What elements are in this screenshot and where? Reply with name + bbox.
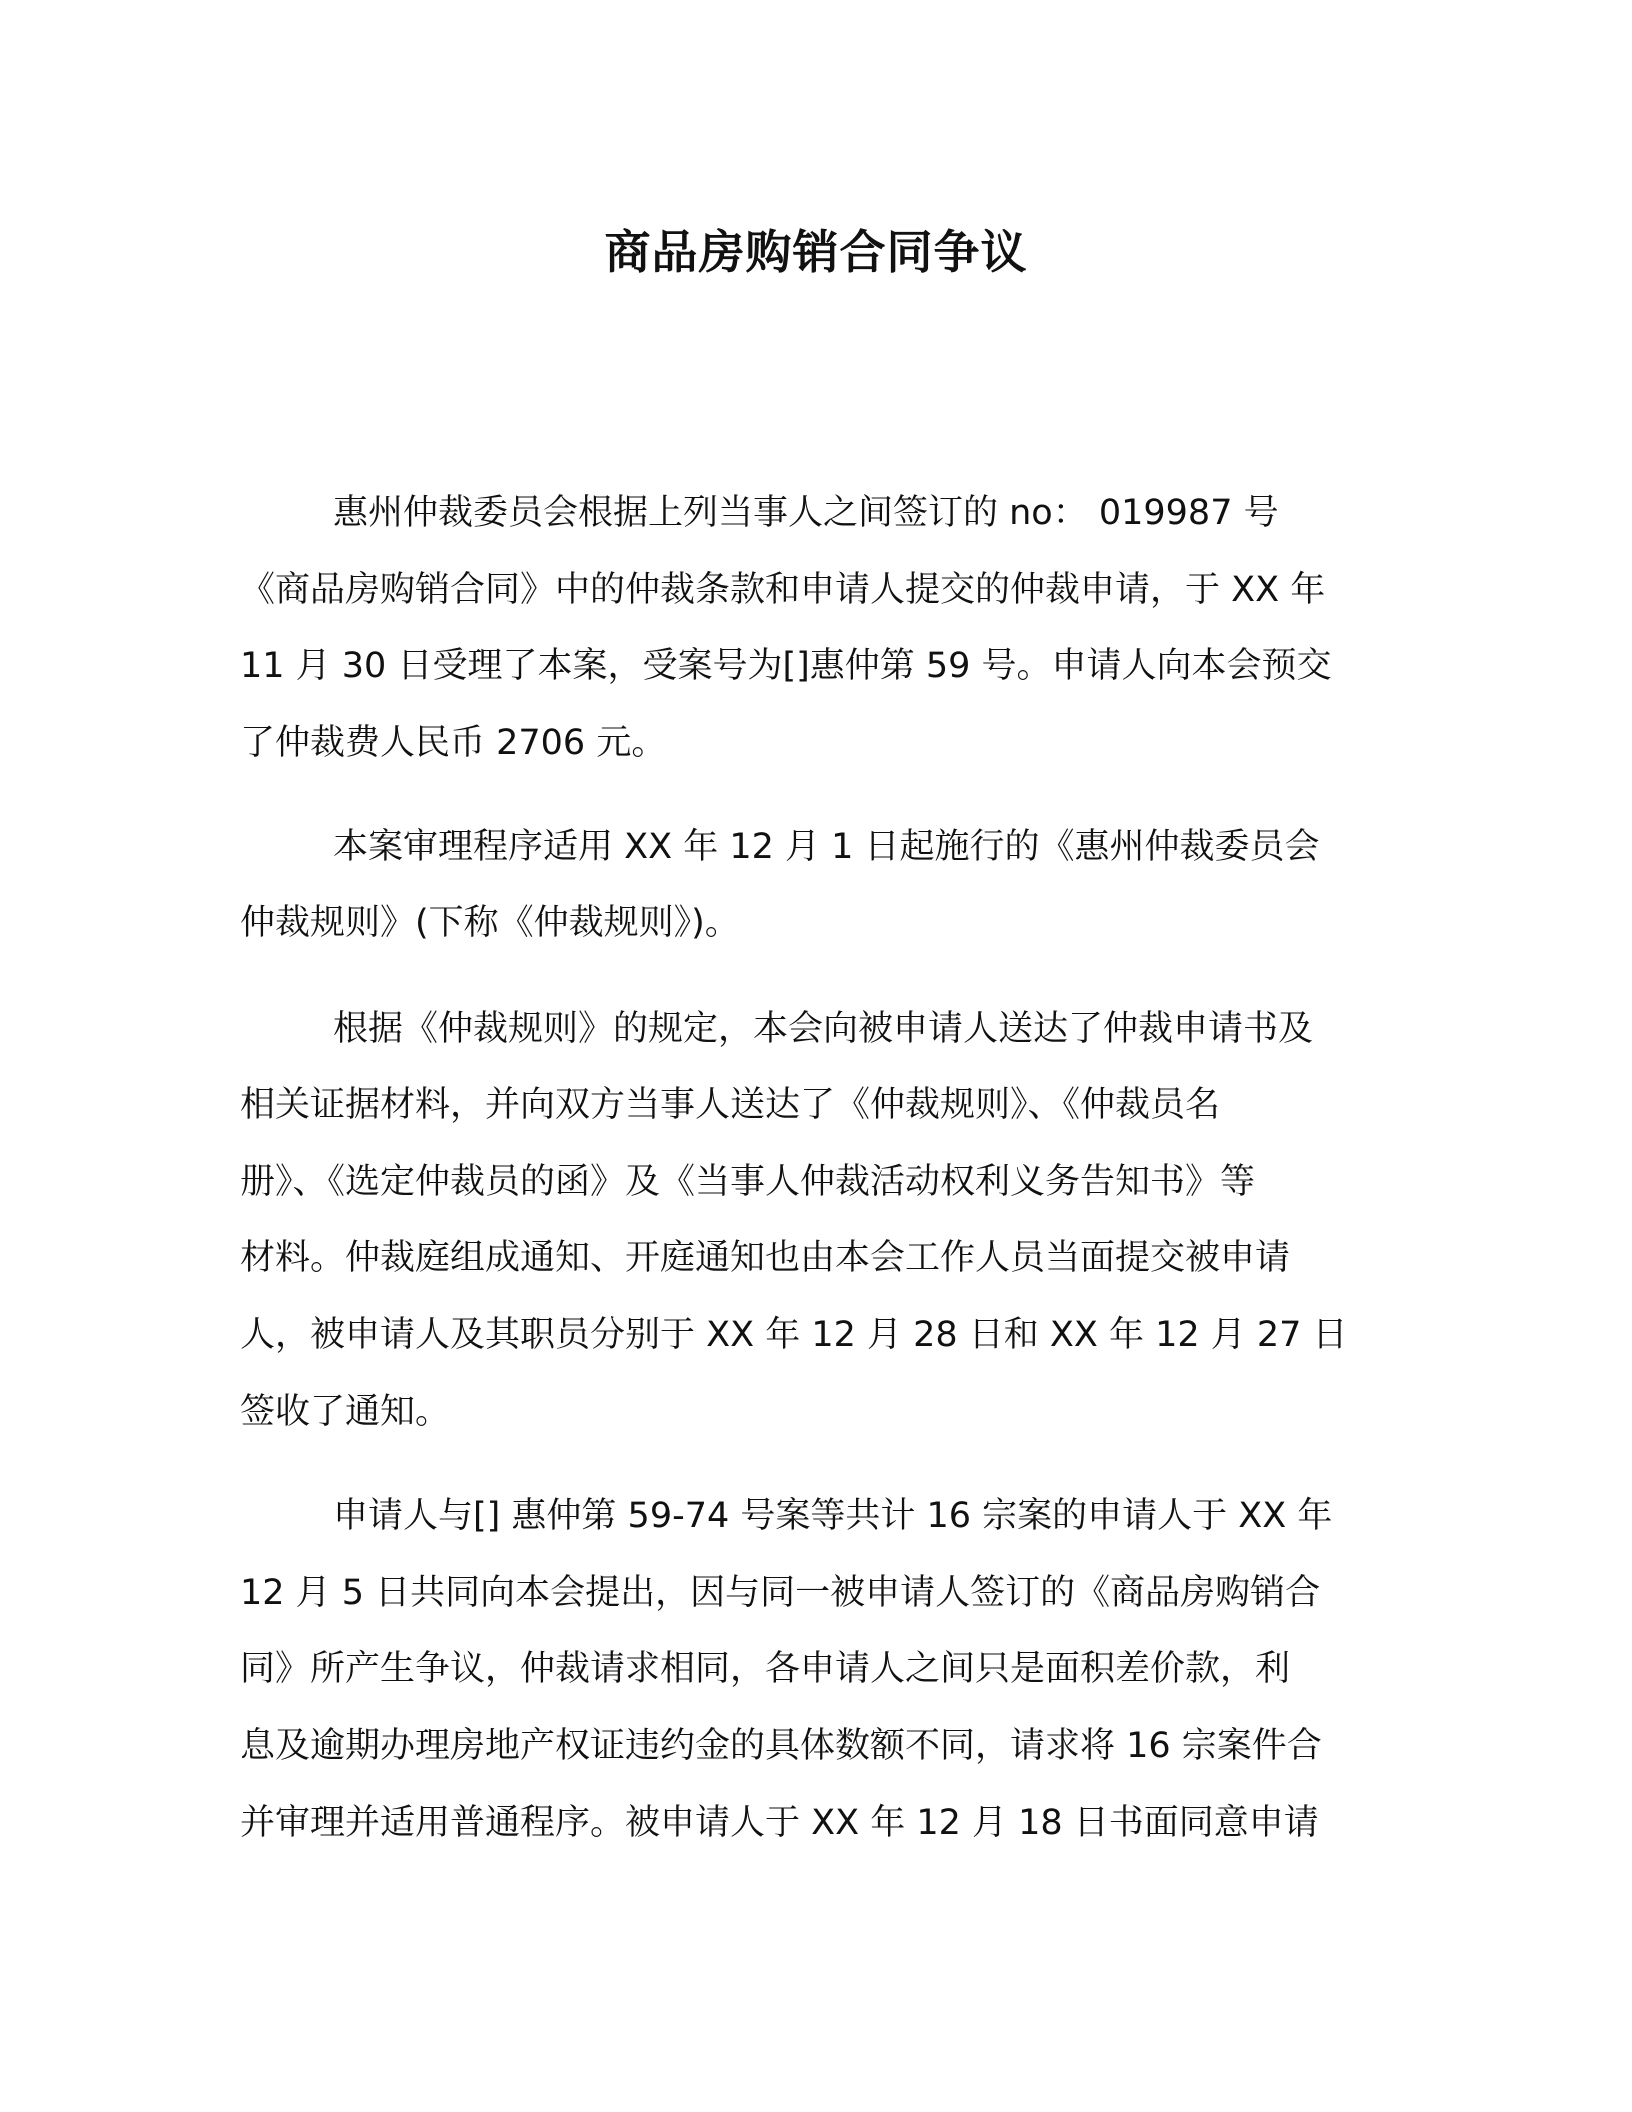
paragraph-1-line-4: 了仲裁费人民币 2706 元。 <box>240 723 667 763</box>
paragraph-2-line-1: 本案审理程序适用 XX 年 12 月 1 日起施行的《惠州仲裁委员会 <box>333 827 1320 867</box>
paragraph-4-line-4: 息及逾期办理房地产权证违约金的具体数额不同，请求将 16 宗案件合 <box>240 1726 1322 1766</box>
paragraph-4-line-1: 申请人与[] 惠仲第 59-74 号案等共计 16 宗案的申请人于 XX 年 <box>333 1496 1333 1536</box>
paragraph-2-line-2: 仲裁规则》(下称《仲裁规则》)。 <box>240 903 740 943</box>
paragraph-3-line-3: 册》、《选定仲裁员的函》及《当事人仲裁活动权利义务告知书》等 <box>240 1162 1256 1202</box>
paragraph-4-line-2: 12 月 5 日共同向本会提出，因与同一被申请人签订的《商品房购销合 <box>240 1573 1321 1613</box>
paragraph-4-line-3: 同》所产生争议，仲裁请求相同，各申请人之间只是面积差价款，利 <box>240 1649 1291 1689</box>
document-title: 商品房购销合同争议 <box>604 225 1028 279</box>
paragraph-1-line-2: 《商品房购销合同》中的仲裁条款和申请人提交的仲裁申请，于 XX 年 <box>240 570 1326 610</box>
paragraph-3-line-2: 相关证据材料，并向双方当事人送达了《仲裁规则》、《仲裁员名 <box>240 1085 1221 1125</box>
paragraph-3-line-1: 根据《仲裁规则》的规定，本会向被申请人送达了仲裁申请书及 <box>333 1009 1314 1049</box>
paragraph-3-line-4: 材料。仲裁庭组成通知、开庭通知也由本会工作人员当面提交被申请 <box>240 1238 1291 1278</box>
paragraph-3-line-5: 人，被申请人及其职员分别于 XX 年 12 月 28 日和 XX 年 12 月 27 日 <box>240 1315 1348 1355</box>
paragraph-1-line-3: 11 月 30 日受理了本案，受案号为[]惠仲第 59 号。申请人向本会预交 <box>240 646 1332 686</box>
paragraph-3-line-6: 签收了通知。 <box>240 1392 451 1432</box>
paragraph-4-line-5: 并审理并适用普通程序。被申请人于 XX 年 12 月 18 日书面同意申请 <box>240 1803 1319 1843</box>
paragraph-1-line-1: 惠州仲裁委员会根据上列当事人之间签订的 no： 019987 号 <box>333 493 1279 533</box>
